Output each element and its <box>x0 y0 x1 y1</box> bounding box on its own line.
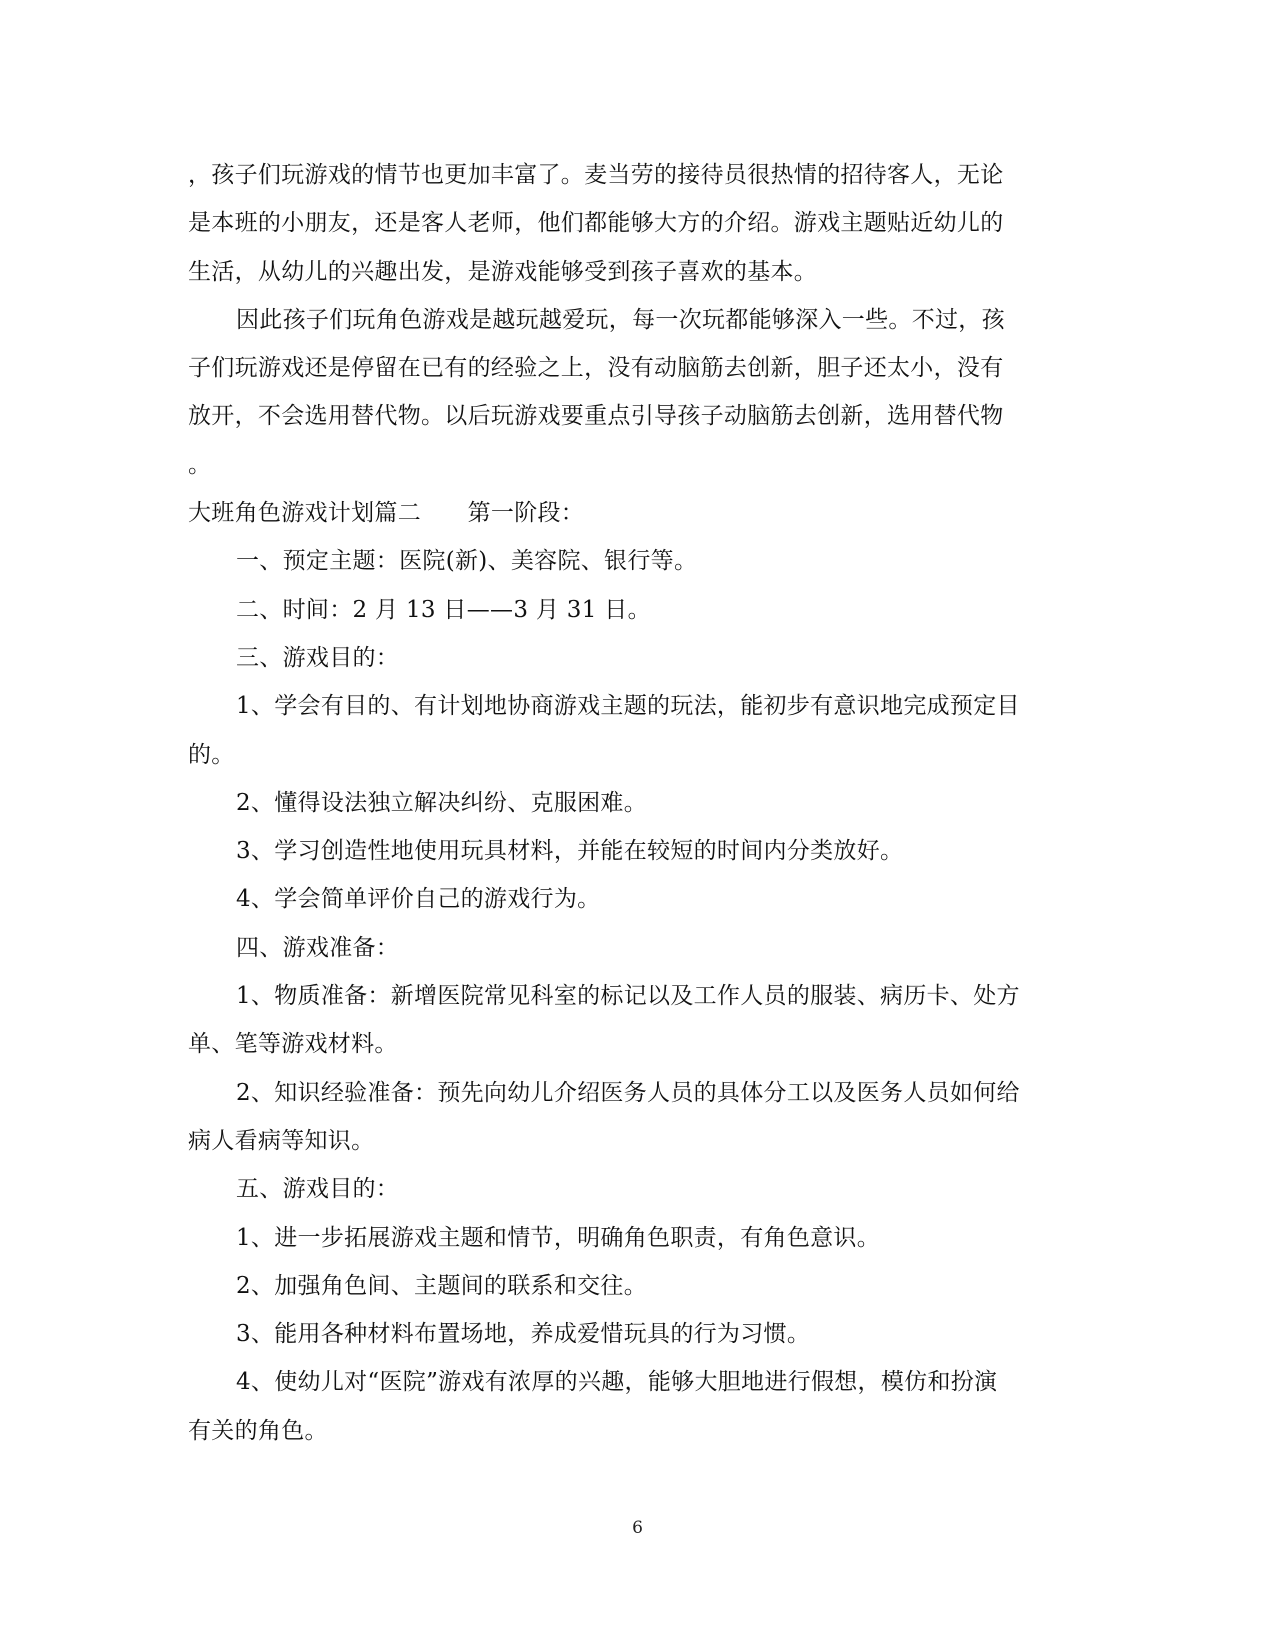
text-line: 因此孩子们玩角色游戏是越玩越爱玩，每一次玩都能够深入一些。不过，孩 <box>236 306 1005 333</box>
text-line: 4、学会简单评价自己的游戏行为。 <box>236 886 601 913</box>
page-number: 6 <box>632 1518 643 1538</box>
text-line: 放开，不会选用替代物。以后玩游戏要重点引导孩子动脑筋去创新，选用替代物 <box>188 403 1004 430</box>
text-line: 有关的角色。 <box>188 1417 328 1444</box>
text-line: ，孩子们玩游戏的情节也更加丰富了。麦当劳的接待员很热情的招待客人，无论 <box>188 162 1004 188</box>
text-line: 3、能用各种材料布置场地，养成爱惜玩具的行为习惯。 <box>236 1321 811 1348</box>
text-line: 三、游戏目的： <box>236 644 400 671</box>
text-line: 病人看病等知识。 <box>188 1127 375 1154</box>
section-heading: 大班角色游戏计划篇二 第一阶段： <box>188 500 585 527</box>
text-line: 1、物质准备：新增医院常见科室的标记以及工作人员的服装、病历卡、处方 <box>236 983 1020 1010</box>
text-line: 1、学会有目的、有计划地协商游戏主题的玩法，能初步有意识地完成预定目 <box>236 693 1020 720</box>
text-line: 生活，从幼儿的兴趣出发，是游戏能够受到孩子喜欢的基本。 <box>188 258 818 285</box>
text-line: 二、时间：2 月 13 日——3 月 31 日。 <box>236 596 651 623</box>
text-line: 2、加强角色间、主题间的联系和交往。 <box>236 1272 648 1299</box>
text-line: 一、预定主题：医院(新)、美容院、银行等。 <box>236 548 698 575</box>
text-line: 五、游戏目的： <box>236 1176 400 1203</box>
text-line: 子们玩游戏还是停留在已有的经验之上，没有动脑筋去创新，胆子还太小，没有 <box>188 355 1004 382</box>
text-line: 单、笔等游戏材料。 <box>188 1031 398 1058</box>
text-line: 4、使幼儿对“医院”游戏有浓厚的兴趣，能够大胆地进行假想，模仿和扮演 <box>236 1369 998 1396</box>
text-line: 的。 <box>188 741 235 768</box>
text-line: 2、知识经验准备：预先向幼儿介绍医务人员的具体分工以及医务人员如何给 <box>236 1079 1020 1106</box>
text-line: 是本班的小朋友，还是客人老师，他们都能够大方的介绍。游戏主题贴近幼儿的 <box>188 210 1004 237</box>
text-line: 1、进一步拓展游戏主题和情节，明确角色职责，有角色意识。 <box>236 1224 881 1251</box>
text-line: 。 <box>188 451 212 478</box>
text-line: 四、游戏准备： <box>236 934 400 961</box>
document-body <box>188 151 1068 1455</box>
text-line: 2、懂得设法独立解决纠纷、克服困难。 <box>236 789 648 816</box>
text-line: 3、学习创造性地使用玩具材料，并能在较短的时间内分类放好。 <box>236 838 904 865</box>
